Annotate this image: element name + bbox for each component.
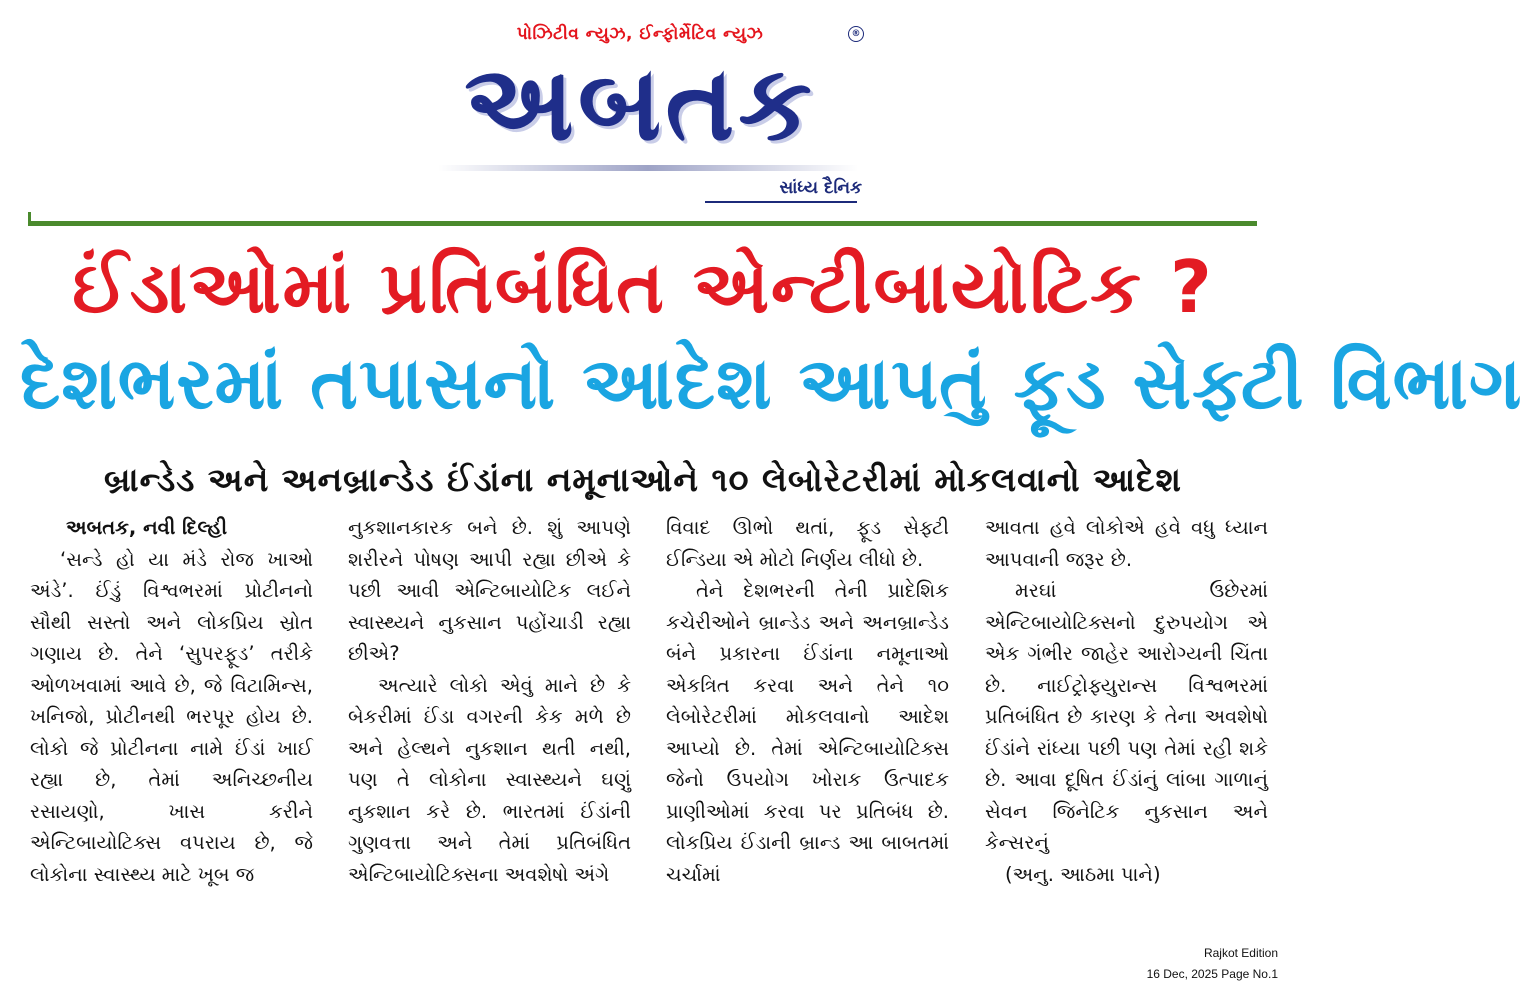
subheadline: બ્રાન્ડેડ અને અનબ્રાન્ડેડ ઈંડાંના નમૂનાઓને ૧૦ લેબોરેટરીમાં મોકલવાનો આદેશ <box>104 460 1182 499</box>
page-footer <box>1058 943 1278 985</box>
article-column-1 <box>30 512 313 930</box>
article-column-4 <box>985 512 1268 930</box>
masthead-subtitle: સાંધ્ય દૈનિક <box>779 178 862 198</box>
article-column-3 <box>666 512 949 930</box>
continued-note: (અનુ. આઠમા પાને) <box>1005 862 1161 886</box>
edition-label: Rajkot Edition <box>1203 946 1278 960</box>
headline-red: ઈંડાઓમાં પ્રતિબંધિત એન્ટીબાયોટિક ? <box>72 245 1214 329</box>
subtitle-underline <box>705 201 857 203</box>
registered-mark-icon: ® <box>848 26 864 42</box>
newspaper-logo: અબતક <box>464 42 816 164</box>
masthead-tagline: પોઝિટીવ ન્યુઝ, ઈન્ફોર્મેટિવ ન્યુઝ <box>516 24 764 44</box>
article-paragraph: વિવાદ ઊભો થતાં, ફૂડ સેફ્ટી ઈન્ડિયા એ મોટો નિર્ણય લીધો છે. <box>666 516 949 571</box>
article-paragraph: ‘સન્ડે હો યા મંડે રોજ ખાઓ અંડે’. ઈંડું વિશ્વભરમાં પ્રોટીનનો સૌથી સસ્તો અને લોકપ્રિય સ્રોત ગણાય છે. તેને ‘સુપરફૂડ’ તરીકે ઓળખવામાં આવે છે, જે વિટામિન્સ, ખનિજો, પ્રોટીનથી ભરપૂર હોય છે. લોકો જે પ્રોટીનના નામે ઈંડાં ખાઈ રહ્યા છે, તેમાં અનિચ્છનીય રસાયણો, ખાસ કરીને એન્ટિબાયોટિક્સ વપરાય છે, જે લોકોના સ્વાસ્થ્ય માટે ખૂબ જ <box>30 547 313 886</box>
article-paragraph: મરઘાં ઉછેરમાં એન્ટિબાયોટિક્સનો દુરુપયોગ એ એક ગંભીર જાહેર આરોગ્યની ચિંતા છે. નાઈટ્રોફ્યુરાન્સ વિશ્વભરમાં પ્રતિબંધિત છે કારણ કે તેના અવશેષો ઈંડાંને રાંધ્યા પછી પણ તેમાં રહી શકે છે. આવા દૂષિત ઈંડાંનું લાંબા ગાળાનું સેવન જિનેટિક નુકસાન અને કેન્સરનું <box>985 579 1268 854</box>
article-paragraph: અત્યારે લોકો એવું માને છે કે બેકરીમાં ઈંડા વગરની કેક મળે છે અને હેલ્થને નુકશાન થતી નથી, પણ તે લોકોના સ્વાસ્થ્યને ઘણું નુકશાન કરે છે. ભારતમાં ઈંડાંની ગુણવત્તા અને તેમાં પ્રતિબંધિત એન્ટિબાયોટિક્સના અવશેષો અંગે <box>348 673 631 886</box>
byline: અબતક, નવી દિલ્હી <box>66 516 228 539</box>
article-paragraph: તેને દેશભરની તેની પ્રાદેશિક કચેરીઓને બ્રાન્ડેડ અને અનબ્રાન્ડેડ બંને પ્રકારના ઈંડાંના નમૂનાઓ એકત્રિત કરવા અને તેને ૧૦ લેબોરેટરીમાં મોકલવાનો આદેશ આપ્યો છે. તેમાં એન્ટિબાયોટિક્સ જેનો ઉપયોગ ખોરાક ઉત્પાદક પ્રાણીઓમાં કરવા પર પ્રતિબંધ છે. લોકપ્રિય ઈંડાની બ્રાન્ડ આ બાબતમાં ચર્ચામાં <box>666 579 949 886</box>
logo-shadow <box>438 165 858 171</box>
masthead <box>0 0 1286 215</box>
date-page-label: 16 Dec, 2025 Page No.1 <box>1146 967 1278 981</box>
article-paragraph: આવતા હવે લોકોએ હવે વધુ ધ્યાન આપવાની જરૂર છે. <box>985 516 1268 571</box>
article-column-2 <box>348 512 631 930</box>
headline-blue: દેશભરમાં તપાસનો આદેશ આપતું ફૂડ સેફ્ટી વિભાગ <box>20 341 1522 425</box>
article-paragraph: નુકશાનકારક બને છે. શું આપણે શરીરને પોષણ આપી રહ્યા છીએ કે પછી આવી એન્ટિબાયોટિક લઈને સ્વાસ્થ્યને નુકસાન પહોંચાડી રહ્યા છીએ? <box>348 516 631 665</box>
header-divider <box>28 221 1257 226</box>
